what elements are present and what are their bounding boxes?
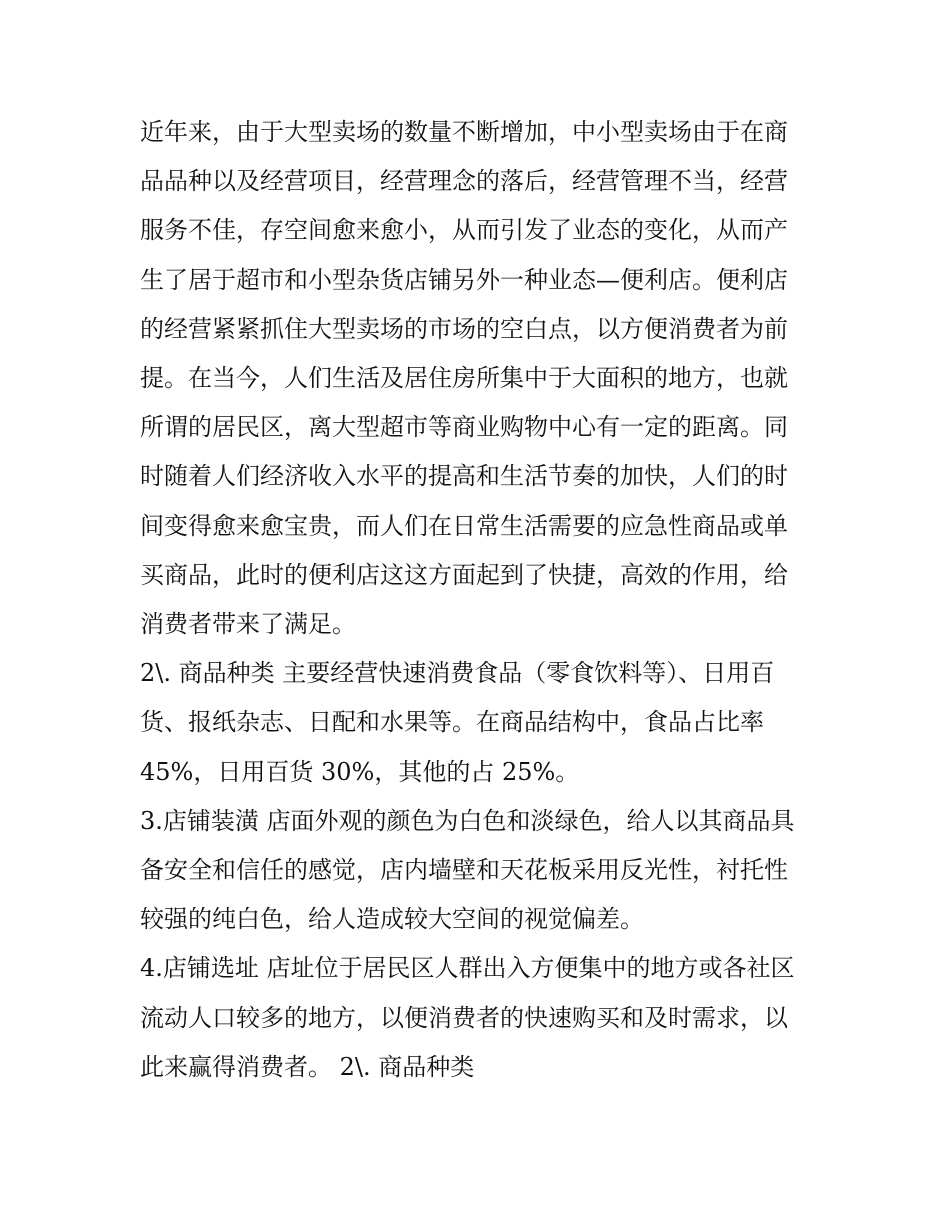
text-line: 45%，日用百货 30%，其他的占 25%。 (140, 757, 580, 786)
paragraph-store-location (140, 944, 820, 1092)
text-line: 时随着人们经济收入水平的提高和生活节奏的加快，人们的时 (140, 462, 788, 491)
text-line: 3.店铺装潢 店面外观的颜色为白色和淡绿色，给人以其商品具 (140, 806, 795, 835)
text-line: 间变得愈来愈宝贵，而人们在日常生活需要的应急性商品或单 (140, 511, 788, 540)
text-line: 提。在当今，人们生活及居住房所集中于大面积的地方，也就 (140, 364, 788, 393)
text-line: 此来赢得消费者。 2\. 商品种类 (140, 1052, 475, 1081)
document-body (140, 108, 820, 1092)
text-line: 消费者带来了满足。 (140, 610, 356, 639)
text-line: 较强的纯白色，给人造成较大空间的视觉偏差。 (140, 905, 644, 934)
text-line: 服务不佳，存空间愈来愈小，从而引发了业态的变化，从而产 (140, 216, 788, 245)
text-line: 4.店铺选址 店址位于居民区人群出入方便集中的地方或各社区 (140, 954, 795, 983)
text-line: 2\. 商品种类 主要经营快速消费食品（零食饮料等）、日用百 (140, 659, 775, 688)
paragraph-product-categories (140, 649, 820, 797)
text-line: 备安全和信任的感觉，店内墙壁和天花板采用反光性，衬托性 (140, 856, 788, 885)
text-line: 买商品，此时的便利店这这方面起到了快捷，高效的作用，给 (140, 560, 788, 589)
text-line: 近年来，由于大型卖场的数量不断增加，中小型卖场由于在商 (140, 118, 788, 146)
paragraph-store-decoration (140, 797, 820, 945)
text-line: 货、报纸杂志、日配和水果等。在商品结构中，食品占比率 (140, 708, 764, 737)
paragraph-intro (140, 108, 820, 649)
text-line: 生了居于超市和小型杂货店铺另外一种业态—便利店。便利店 (140, 265, 788, 294)
text-line: 所谓的居民区，离大型超市等商业购物中心有一定的距离。同 (140, 413, 788, 442)
text-line: 品品种以及经营项目，经营理念的落后，经营管理不当，经营 (140, 167, 788, 196)
text-line: 流动人口较多的地方，以便消费者的快速购买和及时需求，以 (140, 1003, 788, 1032)
text-line: 的经营紧紧抓住大型卖场的市场的空白点，以方便消费者为前 (140, 314, 788, 343)
